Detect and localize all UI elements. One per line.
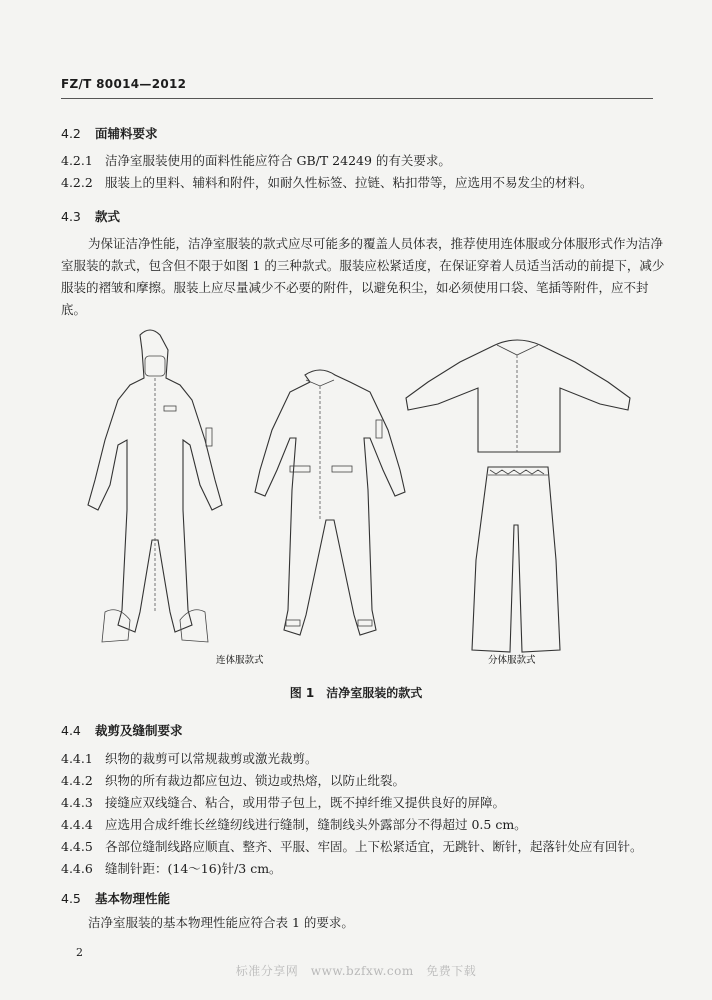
clause-number: 4.4.1 (61, 751, 93, 766)
clause-number: 4.4.6 (61, 861, 93, 876)
section-number: 4.3 (61, 209, 81, 224)
section-title: 裁剪及缝制要求 (95, 723, 183, 738)
hooded-coverall-drawing (88, 330, 222, 642)
section-4-3-paragraph: 为保证洁净性能，洁净室服装的款式应尽可能多的覆盖人员体表，推荐使用连体服或分体服形式作为洁净室服装的款式，包含但不限于如图 1 的三种款式。服装应松紧适度，在保证穿着人员适当活动的前提下，减少服装的褶皱和摩擦。服装上应尽量减少不必要的附件，以避免积尘，如必须使用口袋、笔插等附件，应不封底。 (61, 236, 665, 317)
clause-4-4-1 (61, 748, 318, 770)
document-number: FZ/T 80014—2012 (61, 77, 187, 91)
clause-number: 4.4.2 (61, 773, 93, 788)
clause-number: 4.2.2 (61, 175, 93, 190)
two-piece-suit-drawing (406, 340, 630, 652)
clause-text: 接缝应双线缝合、粘合，或用带子包上，既不掉纤维又提供良好的屏障。 (105, 795, 506, 810)
clause-number: 4.2.1 (61, 153, 93, 168)
clause-4-4-2 (61, 770, 405, 792)
page-number: 2 (76, 946, 83, 959)
header-rule (61, 98, 653, 99)
clause-text: 各部位缝制线路应顺直、整齐、平服、牢固。上下松紧适宜，无跳针、断针，起落针处应有回针。 (105, 839, 643, 854)
collared-coverall-drawing (255, 370, 405, 635)
section-number: 4.2 (61, 126, 81, 141)
section-number: 4.4 (61, 723, 81, 738)
clause-number: 4.4.4 (61, 817, 93, 832)
section-title: 款式 (95, 209, 121, 224)
clause-text: 洁净室服装使用的面料性能应符合 GB/T 24249 的有关要求。 (105, 153, 451, 168)
figure-cleanroom-garments (0, 320, 712, 670)
clause-4-2-1 (61, 150, 451, 172)
figure-label-coverall: 连体服款式 (216, 655, 264, 666)
clause-4-4-4 (61, 814, 527, 836)
clause-text: 缝制针距：(14～16)针/3 cm。 (105, 861, 282, 876)
clause-text: 服装上的里料、辅料和附件，如耐久性标签、拉链、粘扣带等，应选用不易发尘的材料。 (105, 175, 593, 190)
figure-caption: 图 1 洁净室服装的款式 (289, 686, 423, 700)
figure-label-two-piece: 分体服款式 (488, 655, 536, 666)
section-4-4-heading (61, 721, 183, 739)
clause-number: 4.4.5 (61, 839, 93, 854)
clause-number: 4.4.3 (61, 795, 93, 810)
clause-text: 织物的所有裁边都应包边、锁边或热熔，以防止纰裂。 (105, 773, 406, 788)
clause-4-4-6 (61, 858, 282, 880)
section-number: 4.5 (61, 891, 81, 906)
clause-4-2-2 (61, 172, 593, 194)
clause-text: 织物的裁剪可以常规裁剪或激光裁剪。 (105, 751, 318, 766)
section-title: 基本物理性能 (95, 891, 171, 906)
clause-text: 应选用合成纤维长丝缝纫线进行缝制，缝制线头外露部分不得超过 0.5 cm。 (105, 817, 527, 832)
section-4-3-heading (61, 207, 120, 225)
section-4-5-heading (61, 889, 170, 907)
clause-4-4-5 (61, 836, 643, 858)
section-4-2-heading (61, 124, 158, 142)
section-4-5-paragraph: 洁净室服装的基本物理性能应符合表 1 的要求。 (88, 915, 354, 930)
clause-4-4-3 (61, 792, 505, 814)
section-title: 面辅料要求 (95, 126, 158, 141)
watermark-footer: 标准分享网 www.bzfxw.com 免费下载 (235, 964, 477, 978)
